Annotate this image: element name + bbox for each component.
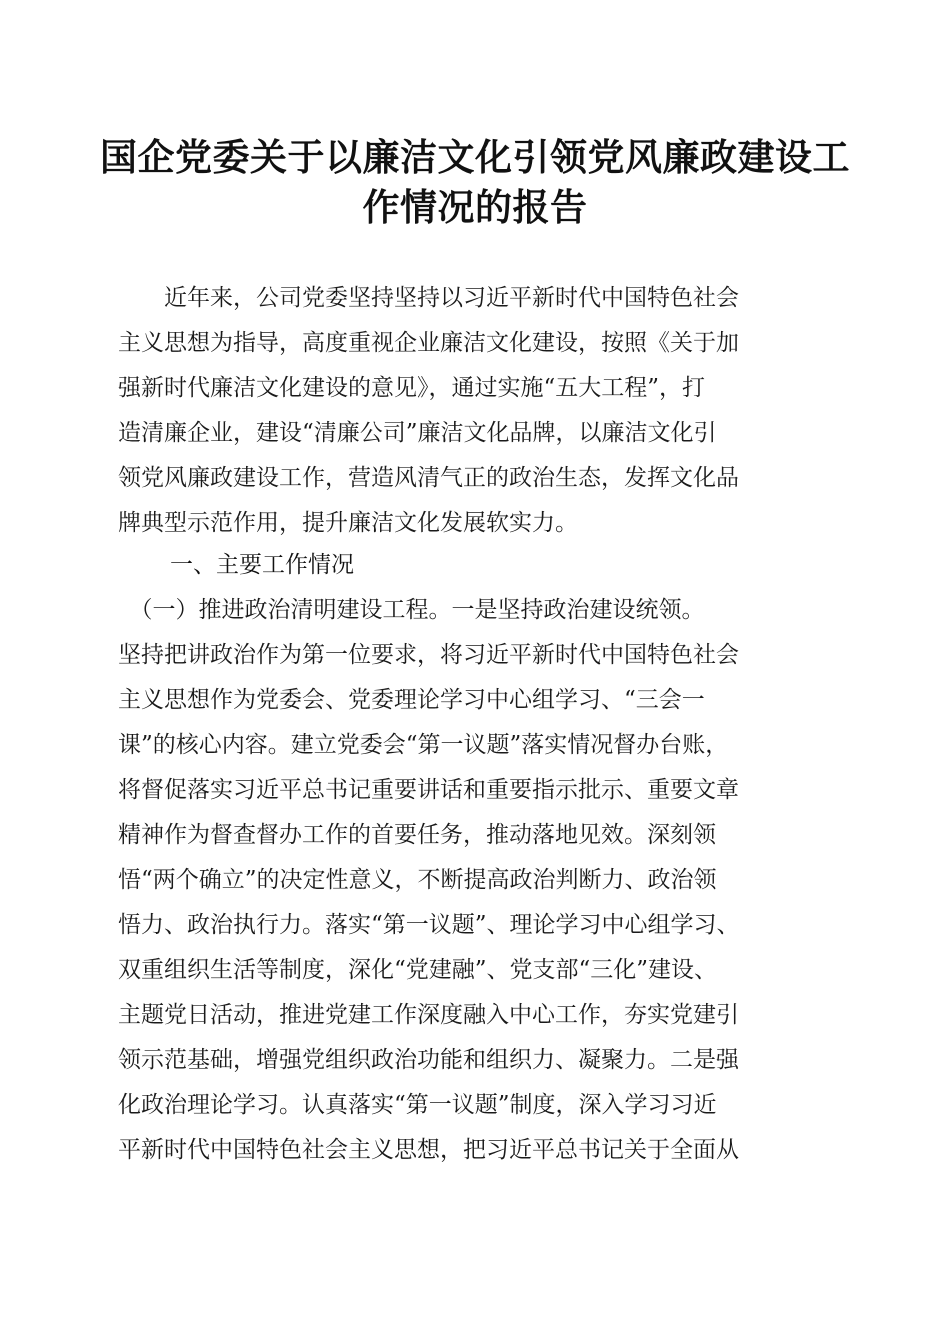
text-line: 坚持把讲政治作为第一位要求，将习近平新时代中国特色社会 bbox=[118, 642, 739, 668]
text-line: 平新时代中国特色社会主义思想，把习近平总书记关于全面从 bbox=[118, 1137, 739, 1163]
text-line: 悟“两个确立”的决定性意义，不断提高政治判断力、政治领 bbox=[118, 867, 717, 893]
text-line: （一）推进政治清明建设工程。一是坚持政治建设统领。 bbox=[118, 597, 705, 623]
title-line-2: 作情况的报告 bbox=[362, 185, 588, 229]
document-title bbox=[100, 132, 850, 232]
text-line: 主义思想作为党委会、党委理论学习中心组学习、“三会一 bbox=[118, 687, 705, 713]
text-line: 悟力、政治执行力。落实“第一议题”、理论学习中心组学习、 bbox=[118, 912, 740, 938]
text-line: 双重组织生活等制度，深化“党建融”、党支部“三化”建设、 bbox=[118, 957, 718, 983]
text-line: 近年来，公司党委坚持坚持以习近平新时代中国特色社会 bbox=[118, 285, 739, 311]
text-line: 将督促落实习近平总书记重要讲话和重要指示批示、重要文章 bbox=[118, 777, 739, 803]
text-line: 主义思想为指导，高度重视企业廉洁文化建设，按照《关于加 bbox=[118, 330, 739, 356]
text-line: 课”的核心内容。建立党委会“第一议题”落实情况督办台账， bbox=[118, 732, 729, 758]
text-line: 领党风廉政建设工作，营造风清气正的政治生态，发挥文化品 bbox=[118, 465, 739, 491]
section-heading: 一、主要工作情况 bbox=[170, 552, 354, 578]
text-line: 主题党日活动，推进党建工作深度融入中心工作，夯实党建引 bbox=[118, 1002, 739, 1028]
text-line: 牌典型示范作用，提升廉洁文化发展软实力。 bbox=[118, 510, 578, 536]
text-line: 化政治理论学习。认真落实“第一议题”制度，深入学习习近 bbox=[118, 1092, 717, 1118]
title-line-1: 国企党委关于以廉洁文化引领党风廉政建设工 bbox=[100, 135, 850, 179]
text-line: 精神作为督查督办工作的首要任务，推动落地见效。深刻领 bbox=[118, 822, 716, 848]
text-line: 领示范基础，增强党组织政治功能和组织力、凝聚力。二是强 bbox=[118, 1047, 739, 1073]
text-line: 强新时代廉洁文化建设的意见》，通过实施“五大工程”，打 bbox=[118, 375, 706, 401]
text-line: 造清廉企业，建设“清廉公司”廉洁文化品牌，以廉洁文化引 bbox=[118, 420, 717, 446]
